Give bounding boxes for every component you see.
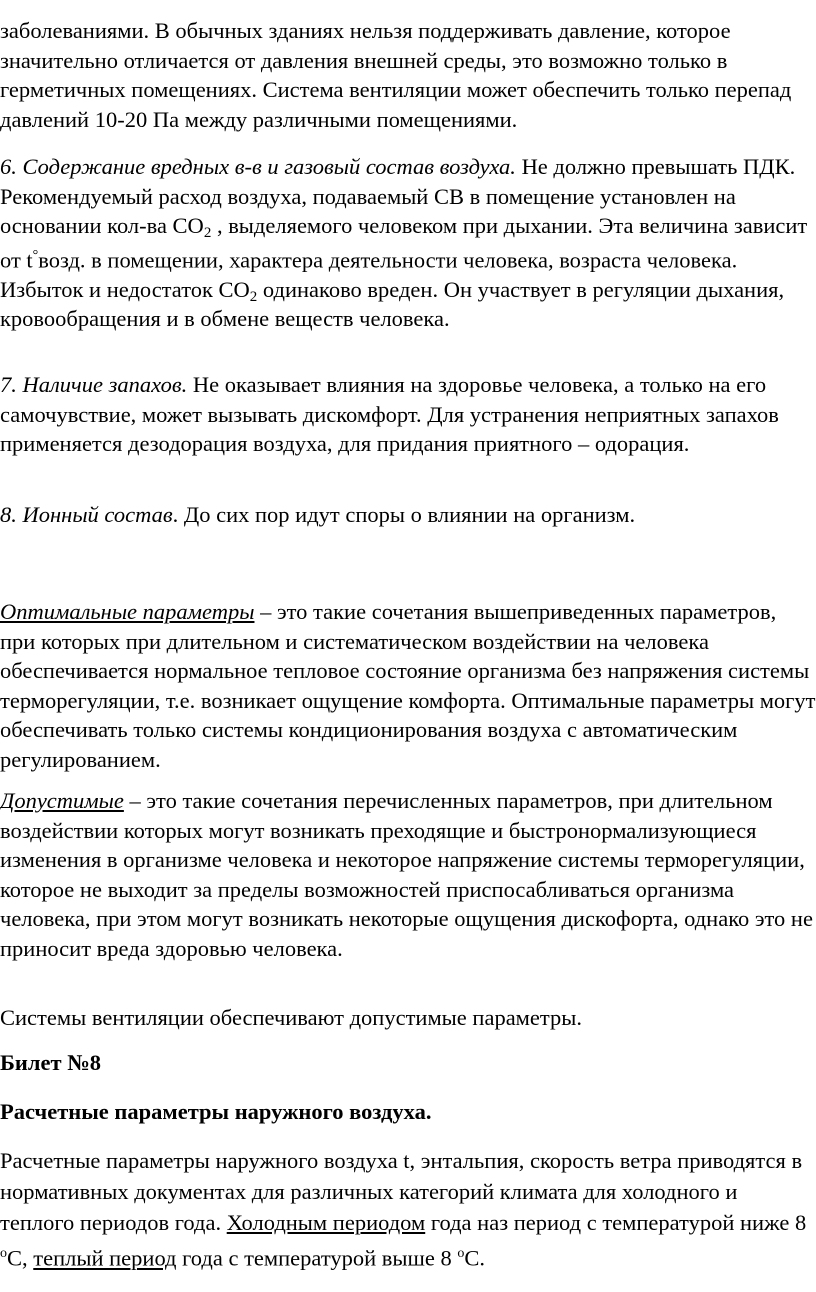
term-allowable-parameters: Допустимые bbox=[0, 788, 124, 813]
term-optimal-parameters: Оптимальные параметры bbox=[0, 599, 255, 624]
paragraph-pressure: заболеваниями. В обычных зданиях нельзя поддерживать давление, которое значительно отличается от давления внешней среды, это возможно только в герметичных помещениях. Система вентиляции может обеспечить только перепад давлений 10-20 Па между различными помещениями. bbox=[0, 18, 792, 132]
paragraph-allowable-parameters: Допустимые – это такие сочетания перечисленных параметров, при длительном воздействии которых могут возникать преходящие и быстронормализующиеся изменения в организме человека и некоторое напряжение системы терморегуляции, которое не выходит за пределы возможностей приспосабливаться организма человека, при этом могут возникать некоторые ощущения дискофорта, однако это не приносит вреда здоровью человека. bbox=[0, 788, 813, 961]
term-warm-period: теплый период bbox=[33, 1245, 177, 1271]
ticket-title: Билет №8 bbox=[0, 1050, 101, 1075]
paragraph-outdoor-parameters: Расчетные параметры наружного воздуха t, энтальпия, скорость ветра приводятся в нормативных документах для различных категорий климата для холодного и теплого периодов года. Холодным периодом года наз период с температурой ниже 8 $^о$С, теплый период года с температурой выше 8 $^о$С. bbox=[0, 1148, 807, 1271]
paragraph-optimal-parameters: Оптимальные параметры – это такие сочетания вышеприведенных параметров, при которых при длительном и систематическом воздействии на человека обеспечивается нормальное тепловое состояние организма без напряжения системы терморегуляции, т.е. возникает ощущение комфорта. Оптимальные параметры могут обеспечивать только системы кондиционирования воздуха с автоматическим регулированием. bbox=[0, 599, 816, 772]
paragraph-odors: 7. Наличие запахов. Не оказывает влияния на здоровье человека, а только на его самочувствие, может вызывать дискомфорт. Для устранения неприятных запахов применяется дезодорация воздуха, для придания приятного – одорация. bbox=[0, 372, 779, 456]
paragraph-harmful-substances: 6. Содержание вредных в-в и газовый состав воздуха. Не должно превышать ПДК. Рекомендуемый расход воздуха, подаваемый СВ в помещение установлен на основании кол-ва $СО_2$ , выделяемого человеком при дыхании. Эта величина зависит от t°возд. в помещении, характера деятельности человека, возраста человека. Избыток и недостаток $СО_2$ одинаково вреден. Он участвует в регуляции дыхания, кровообращения и в обмене веществ человека. bbox=[0, 154, 808, 331]
section-title: Расчетные параметры наружного воздуха. bbox=[0, 1099, 432, 1124]
paragraph-ion-composition: 8. Ионный состав. До сих пор идут споры о влиянии на организм. bbox=[0, 502, 636, 527]
heading-ion-composition: 8. Ионный состав bbox=[0, 502, 173, 527]
paragraph-ventilation-systems: Системы вентиляции обеспечивают допустимые параметры. bbox=[0, 1005, 583, 1030]
heading-harmful-substances: 6. Содержание вредных в-в и газовый состав воздуха. bbox=[0, 154, 516, 179]
heading-odors: 7. Наличие запахов. bbox=[0, 372, 188, 397]
term-cold-period: Холодным периодом bbox=[226, 1210, 426, 1235]
